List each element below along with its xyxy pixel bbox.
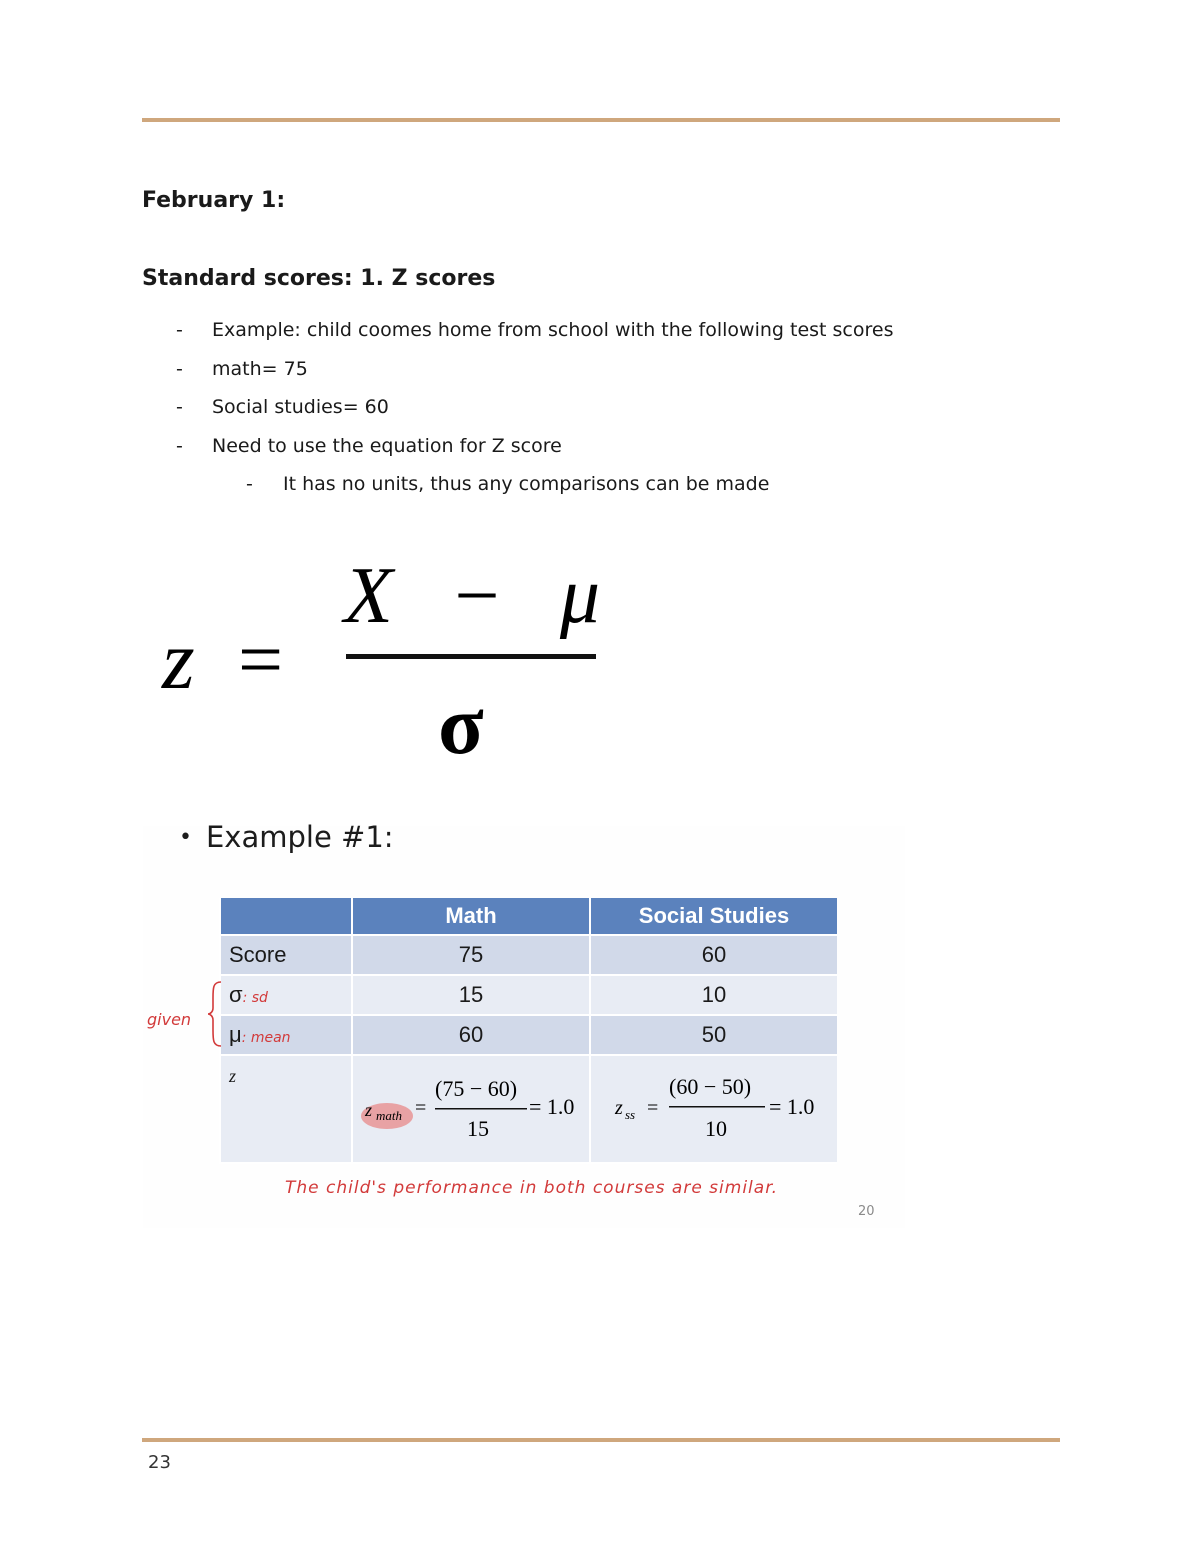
cell-social: 60 [590,935,837,975]
bullet-item [142,316,893,355]
z-ss-equation [591,1056,837,1156]
date-heading: February 1: [142,188,286,213]
header-empty [220,898,352,935]
cell-social: 10 [590,975,837,1015]
z-numerator: (60 − 50) [669,1074,752,1099]
handwritten-given: given [147,1010,192,1029]
row-label-cell [220,1055,352,1163]
sub-bullet-text: It has no units, thus any comparisons can be made [283,473,770,495]
table-row [220,1055,837,1163]
z-result: = 1.0 [529,1094,575,1119]
z-score-formula [160,548,620,778]
row-label: z [229,1066,237,1086]
handwritten-annotation: : mean [241,1030,291,1046]
bullet-dash: - [176,357,183,380]
bullet-text: Example: child coomes home from school with the following test scores [212,319,894,341]
bullet-item [142,432,893,471]
bullet-text: Need to use the equation for Z score [212,434,562,457]
z-var: z [365,1100,373,1120]
row-label-cell [220,975,352,1015]
bullet-text: Social studies= 60 [212,396,389,418]
z-sub: ss [625,1107,636,1122]
slide-page-number: 20 [858,1204,875,1219]
z-math-equation [353,1056,589,1156]
cell-z-math [352,1055,590,1163]
bullet-text: math= 75 [212,357,308,380]
row-label-cell [220,1015,352,1055]
z-sub: math [376,1108,402,1123]
embedded-slide [143,820,905,1228]
cell-math: 75 [352,935,590,975]
bullet-dash: - [176,396,183,418]
section-heading: Standard scores: 1. Z scores [142,266,496,291]
handwritten-note: The child's performance in both courses are similar. [285,1178,779,1198]
bullet-list [142,316,893,509]
brace-mark [207,980,225,1048]
formula-denominator: σ [438,679,484,772]
z-denominator: 10 [705,1116,727,1141]
z-result: = 1.0 [769,1094,815,1119]
cell-social: 50 [590,1015,837,1055]
z-denominator: 15 [467,1116,489,1141]
cell-z-social [590,1055,837,1163]
cell-math: 60 [352,1015,590,1055]
cell-math: 15 [352,975,590,1015]
formula-lhs: z [162,614,195,707]
bullet-item [142,393,893,432]
header-social-studies: Social Studies [590,898,837,935]
bullet-dash: - [246,473,253,495]
row-label: μ [229,1022,242,1047]
z-numerator: (75 − 60) [435,1076,518,1101]
slide-title-text: Example #1: [205,820,394,854]
scores-table [219,898,837,1164]
table-header-row [220,898,837,935]
z-var: z [615,1097,623,1119]
bullet-item [142,355,893,394]
sub-bullet-item [142,470,893,509]
fraction-line [435,1108,527,1110]
formula-numerator: X − μ [344,552,600,640]
table-row [220,1015,837,1055]
equals-sign: = [647,1097,659,1119]
fraction-line [669,1106,765,1108]
header-math: Math [352,898,590,935]
bullet-dash: - [176,319,183,341]
handwritten-annotation: : sd [242,990,268,1006]
formula-equals: = [238,616,284,704]
table-row [220,935,837,975]
fraction-bar [346,654,596,659]
bottom-rule [142,1438,1060,1442]
slide-title [179,820,394,854]
slide-bullet: • [179,825,192,850]
row-label: Score [220,935,352,975]
page-number: 23 [148,1452,171,1473]
equals-sign: = [415,1097,427,1119]
bullet-dash: - [176,434,183,457]
top-rule [142,118,1060,122]
table-row [220,975,837,1015]
row-label: σ [229,982,243,1007]
